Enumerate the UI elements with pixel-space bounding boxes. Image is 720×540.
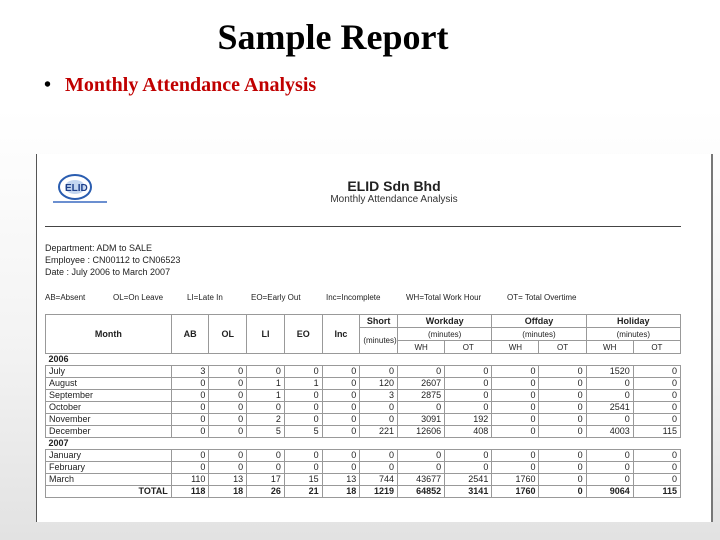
value-cell: 0 <box>322 462 360 474</box>
value-cell: 17 <box>247 474 285 486</box>
header-inc: Inc <box>322 315 360 354</box>
month-cell: September <box>46 390 172 402</box>
value-cell: 0 <box>209 402 247 414</box>
value-cell: 0 <box>492 414 539 426</box>
value-cell: 2541 <box>586 402 633 414</box>
date-filter: Date : July 2006 to March 2007 <box>45 267 171 277</box>
value-cell: 0 <box>492 402 539 414</box>
value-cell: 0 <box>209 414 247 426</box>
value-cell: 2607 <box>398 378 445 390</box>
value-cell: 13 <box>322 474 360 486</box>
value-cell: 0 <box>209 426 247 438</box>
value-cell: 0 <box>539 390 586 402</box>
value-cell: 0 <box>492 390 539 402</box>
legend-item: OT= Total Overtime <box>507 293 577 302</box>
value-cell: 110 <box>171 474 209 486</box>
value-cell: 0 <box>586 378 633 390</box>
value-cell: 0 <box>633 414 680 426</box>
value-cell: 192 <box>445 414 492 426</box>
legend-item: EO=Early Out <box>251 293 301 302</box>
table-row <box>46 426 681 438</box>
report-filters <box>45 242 180 278</box>
legend-item: LI=Late In <box>187 293 223 302</box>
value-cell: 0 <box>322 450 360 462</box>
total-cell: 18 <box>209 486 247 498</box>
table-body <box>46 354 681 498</box>
value-cell: 12606 <box>398 426 445 438</box>
value-cell: 0 <box>633 366 680 378</box>
value-cell: 0 <box>398 402 445 414</box>
value-cell: 5 <box>284 426 322 438</box>
total-cell: 1219 <box>360 486 398 498</box>
logo-text: ELID <box>65 183 88 194</box>
value-cell: 0 <box>492 450 539 462</box>
header-ol: OL <box>209 315 247 354</box>
table-row <box>46 462 681 474</box>
month-cell: March <box>46 474 172 486</box>
value-cell: 0 <box>445 462 492 474</box>
total-label: TOTAL <box>46 486 172 498</box>
table-header <box>46 315 681 354</box>
header-workday: Workday <box>398 315 492 328</box>
value-cell: 3 <box>171 366 209 378</box>
header-holiday: Holiday <box>586 315 680 328</box>
value-cell: 0 <box>171 390 209 402</box>
value-cell: 0 <box>445 366 492 378</box>
value-cell: 0 <box>171 450 209 462</box>
value-cell: 0 <box>633 390 680 402</box>
header-workday-unit: (minutes) <box>398 328 492 341</box>
header-holiday-unit: (minutes) <box>586 328 680 341</box>
value-cell: 3 <box>360 390 398 402</box>
table-row <box>46 378 681 390</box>
year-row <box>46 354 681 366</box>
value-cell: 0 <box>445 402 492 414</box>
value-cell: 0 <box>171 426 209 438</box>
value-cell: 0 <box>633 462 680 474</box>
value-cell: 0 <box>539 426 586 438</box>
value-cell: 2875 <box>398 390 445 402</box>
bullet-text: Monthly Attendance Analysis <box>65 74 317 96</box>
value-cell: 0 <box>360 462 398 474</box>
total-cell: 115 <box>633 486 680 498</box>
legend-item: WH=Total Work Hour <box>406 293 482 302</box>
value-cell: 0 <box>284 414 322 426</box>
value-cell: 0 <box>360 402 398 414</box>
table-row <box>46 402 681 414</box>
bullet-icon: • <box>44 74 52 96</box>
year-row <box>46 438 681 450</box>
legend-item: Inc=Incomplete <box>326 293 381 302</box>
value-cell: 0 <box>284 462 322 474</box>
value-cell: 0 <box>322 378 360 390</box>
header-wh: WH <box>586 341 633 354</box>
header-ot: OT <box>539 341 586 354</box>
value-cell: 2541 <box>445 474 492 486</box>
attendance-table <box>45 314 681 498</box>
table-row <box>46 414 681 426</box>
value-cell: 5 <box>247 426 285 438</box>
header-month: Month <box>46 315 172 354</box>
header-ot: OT <box>445 341 492 354</box>
value-cell: 0 <box>586 390 633 402</box>
total-cell: 3141 <box>445 486 492 498</box>
value-cell: 4003 <box>586 426 633 438</box>
header-offday-unit: (minutes) <box>492 328 586 341</box>
value-cell: 0 <box>171 402 209 414</box>
company-name: ELID Sdn Bhd <box>347 178 441 194</box>
total-cell: 18 <box>322 486 360 498</box>
total-row <box>46 486 681 498</box>
value-cell: 0 <box>247 402 285 414</box>
value-cell: 0 <box>398 450 445 462</box>
value-cell: 221 <box>360 426 398 438</box>
table-row <box>46 366 681 378</box>
value-cell: 1 <box>247 378 285 390</box>
value-cell: 0 <box>492 378 539 390</box>
month-cell: October <box>46 402 172 414</box>
month-cell: January <box>46 450 172 462</box>
report-title: Monthly Attendance Analysis <box>330 194 458 205</box>
value-cell: 0 <box>633 450 680 462</box>
value-cell: 13 <box>209 474 247 486</box>
value-cell: 0 <box>322 390 360 402</box>
total-cell: 0 <box>539 486 586 498</box>
value-cell: 0 <box>360 414 398 426</box>
divider <box>45 226 681 227</box>
value-cell: 0 <box>586 474 633 486</box>
value-cell: 0 <box>445 378 492 390</box>
value-cell: 0 <box>360 366 398 378</box>
value-cell: 0 <box>492 426 539 438</box>
value-cell: 0 <box>398 366 445 378</box>
value-cell: 0 <box>445 390 492 402</box>
value-cell: 744 <box>360 474 398 486</box>
value-cell: 0 <box>171 462 209 474</box>
value-cell: 0 <box>539 366 586 378</box>
value-cell: 0 <box>284 390 322 402</box>
table-row <box>46 474 681 486</box>
value-cell: 0 <box>633 402 680 414</box>
value-cell: 0 <box>284 450 322 462</box>
table-row <box>46 450 681 462</box>
total-cell: 1760 <box>492 486 539 498</box>
header-wh: WH <box>492 341 539 354</box>
value-cell: 1520 <box>586 366 633 378</box>
month-cell: December <box>46 426 172 438</box>
value-cell: 0 <box>322 426 360 438</box>
month-cell: July <box>46 366 172 378</box>
header-offday: Offday <box>492 315 586 328</box>
header-ot: OT <box>633 341 680 354</box>
value-cell: 43677 <box>398 474 445 486</box>
value-cell: 0 <box>492 366 539 378</box>
legend-item: AB=Absent <box>45 293 86 302</box>
header-eo: EO <box>284 315 322 354</box>
year-label: 2007 <box>46 438 681 450</box>
value-cell: 0 <box>539 450 586 462</box>
value-cell: 0 <box>633 378 680 390</box>
month-cell: November <box>46 414 172 426</box>
value-cell: 0 <box>322 402 360 414</box>
value-cell: 1760 <box>492 474 539 486</box>
header-short-unit: (minutes) <box>360 328 398 354</box>
value-cell: 0 <box>398 462 445 474</box>
value-cell: 1 <box>284 378 322 390</box>
report-image <box>36 154 713 522</box>
value-cell: 0 <box>171 378 209 390</box>
total-cell: 26 <box>247 486 285 498</box>
value-cell: 0 <box>539 378 586 390</box>
value-cell: 0 <box>539 414 586 426</box>
value-cell: 0 <box>284 366 322 378</box>
value-cell: 0 <box>284 402 322 414</box>
value-cell: 0 <box>445 450 492 462</box>
slide-title: Sample Report <box>217 17 449 57</box>
header-ab: AB <box>171 315 209 354</box>
value-cell: 0 <box>492 462 539 474</box>
value-cell: 0 <box>360 450 398 462</box>
header-li: LI <box>247 315 285 354</box>
value-cell: 0 <box>539 402 586 414</box>
value-cell: 0 <box>586 462 633 474</box>
value-cell: 2 <box>247 414 285 426</box>
value-cell: 0 <box>247 366 285 378</box>
employee-filter: Employee : CN00112 to CN06523 <box>45 255 181 265</box>
value-cell: 0 <box>209 378 247 390</box>
value-cell: 0 <box>586 450 633 462</box>
total-cell: 64852 <box>398 486 445 498</box>
header-wh: WH <box>398 341 445 354</box>
bullet-item <box>44 74 316 97</box>
value-cell: 0 <box>633 474 680 486</box>
value-cell: 0 <box>171 414 209 426</box>
value-cell: 0 <box>209 366 247 378</box>
value-cell: 1 <box>247 390 285 402</box>
value-cell: 0 <box>539 474 586 486</box>
value-cell: 0 <box>322 366 360 378</box>
value-cell: 120 <box>360 378 398 390</box>
total-cell: 118 <box>171 486 209 498</box>
value-cell: 0 <box>322 414 360 426</box>
legend-item: OL=On Leave <box>113 293 164 302</box>
value-cell: 0 <box>247 450 285 462</box>
value-cell: 0 <box>539 462 586 474</box>
total-cell: 9064 <box>586 486 633 498</box>
value-cell: 3091 <box>398 414 445 426</box>
header-short: Short <box>360 315 398 328</box>
value-cell: 0 <box>209 390 247 402</box>
year-label: 2006 <box>46 354 681 366</box>
month-cell: August <box>46 378 172 390</box>
value-cell: 0 <box>209 462 247 474</box>
total-cell: 21 <box>284 486 322 498</box>
value-cell: 0 <box>586 414 633 426</box>
value-cell: 115 <box>633 426 680 438</box>
value-cell: 0 <box>247 462 285 474</box>
department-filter: Department: ADM to SALE <box>45 243 153 253</box>
month-cell: February <box>46 462 172 474</box>
value-cell: 0 <box>209 450 247 462</box>
value-cell: 15 <box>284 474 322 486</box>
value-cell: 408 <box>445 426 492 438</box>
table-row <box>46 390 681 402</box>
